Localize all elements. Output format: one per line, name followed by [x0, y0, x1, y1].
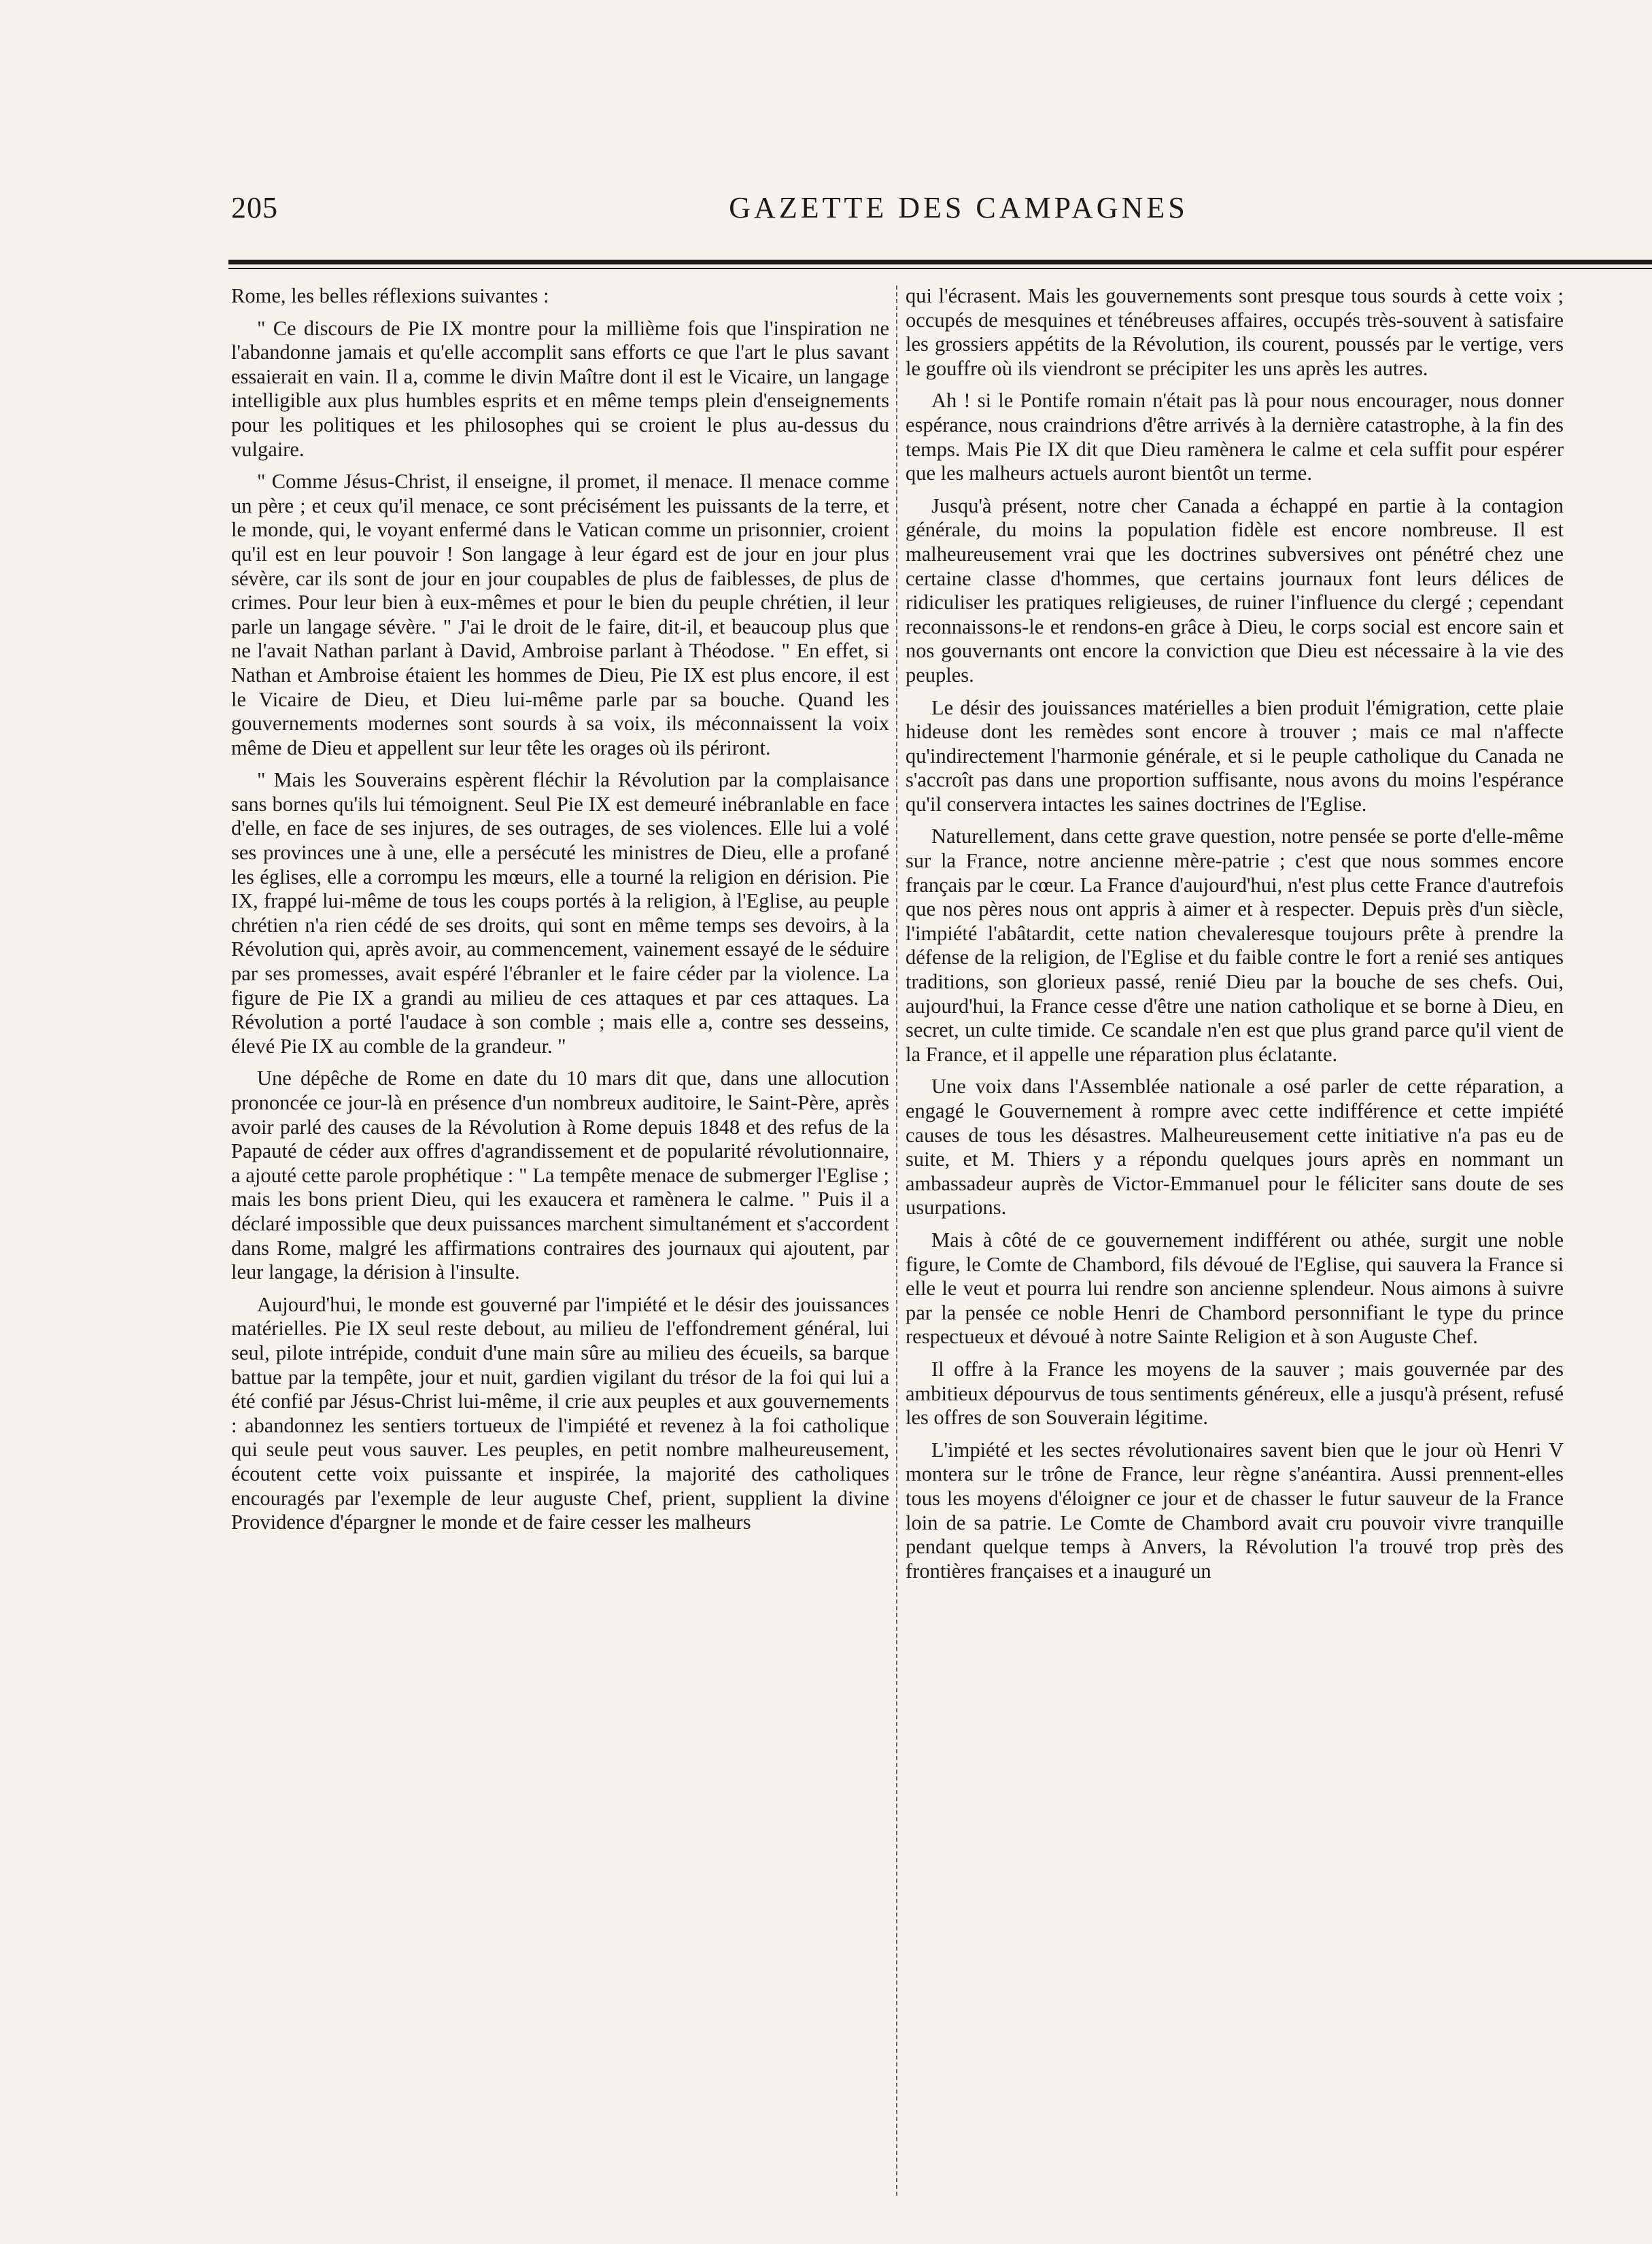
- paragraph: Naturellement, dans cette grave question, notre pensée se porte d'elle-même sur la France, notre ancienne mère-patrie ; c'est que nous sommes encore français par le cœur. La France d'aujourd'hui, n'est plus cette France d'autrefois que nos pères nous ont appris à aimer et à respecter. Depuis près d'un siècle, l'impiété l'abâtardit, cette nation chevaleresque toujours prête à prendre la défense de la religion, de l'Eglise et du faible contre le fort a renié ses antiques traditions, son glorieux passé, renié Dieu par la bouche de ses chefs. Oui, aujourd'hui, la France cesse d'être une nation catholique et se borne à Dieu, en secret, un culte timide. Ce scandale n'en est que plus grand parce qu'il vient de la France, et il appelle une réparation plus éclatante.: [906, 825, 1564, 1066]
- paragraph: " Comme Jésus-Christ, il enseigne, il promet, il menace. Il menace comme un père ; et ceux qu'il menace, ce sont précisément les puissants de la terre, et le monde, qui, le voyant enfermé dans le Vatican comme un prisonnier, croient qu'il est en leur pouvoir ! Son langage à leur égard est de jour en jour plus sévère, car ils sont de jour en jour coupables de plus de faiblesses, de plus de crimes. Pour leur bien à eux-mêmes et pour le bien du peuple chrétien, il leur parle un langage sévère. " J'ai le droit de le faire, dit-il, et beaucoup plus que ne l'avait Nathan parlant à David, Ambroise parlant à Théodose. " En effet, si Nathan et Ambroise étaient les hommes de Dieu, Pie IX est plus encore, il est le Vicaire de Dieu, et Dieu lui-même parle par sa bouche. Quand les gouvernements modernes sont sourds à sa voix, ils méconnaissent la voix même de Dieu et appellent sur leur tête les orages où ils périront.: [231, 470, 889, 759]
- paragraph: Jusqu'à présent, notre cher Canada a échappé en partie à la contagion générale, du moins la population fidèle est encore nombreuse. Il est malheureusement vrai que les doctrines subversives ont pénétré chez une certaine classe d'hommes, que certains journaux font leurs délices de ridiculiser les pratiques religieuses, de ruiner l'influence du clergé ; cependant reconnaissons-le et rendons-en grâce à Dieu, le corps social est encore sain et nos gouvernants ont encore la conviction que Dieu est nécessaire à la vie des peuples.: [906, 494, 1564, 687]
- left-column: [231, 284, 889, 2190]
- paragraph: Ah ! si le Pontife romain n'était pas là pour nous encourager, nous donner espérance, nous craindrions d'être arrivés à la dernière catastrophe, à la fin des temps. Mais Pie IX dit que Dieu ramènera le calme et cela suffit pour espérer que les malheurs actuels auront bientôt un terme.: [906, 389, 1564, 485]
- paragraph: Aujourd'hui, le monde est gouverné par l'impiété et le désir des jouissances matérielles. Pie IX seul reste debout, au milieu de l'effondrement général, lui seul, pilote intrépide, conduit d'une main sûre au milieu des écueils, sa barque battue par la tempête, jour et nuit, gardien vigilant du trésor de la foi qui lui a été confié par Jésus-Christ lui-même, il crie aux peuples et aux gouvernements : abandonnez les sentiers tortueux de l'impiété et revenez à la foi catholique qui seule peut vous sauver. Les peuples, en petit nombre malheureusement, écoutent cette voix puissante et inspirée, la majorité des catholiques encouragés par l'exemple de leur auguste Chef, prient, supplient la divine Providence d'épargner le monde et de faire cesser les malheurs: [231, 1292, 889, 1534]
- paragraph: L'impiété et les sectes révolutionaires savent bien que le jour où Henri V montera sur le trône de France, leur règne s'anéantira. Aussi prennent-elles tous les moyens d'éloigner ce jour et de chasser le futur sauveur de la France loin de sa patrie. Le Comte de Chambord avait cru pouvoir vivre tranquille pendant quelque temps à Anvers, la Révolution l'a trouvé trop près des frontières françaises et a inauguré un: [906, 1438, 1564, 1583]
- paragraph: Une voix dans l'Assemblée nationale a osé parler de cette réparation, a engagé le Gouvernement à rompre avec cette indifférence et cette impiété causes de tous les désastres. Malheureusement cette initiative n'a pas eu de suite, et M. Thiers y a répondu quelques jours après en nommant un ambassadeur auprès de Victor-Emmanuel pour le féliciter sans doute de ses usurpations.: [906, 1075, 1564, 1220]
- journal-title: GAZETTE DES CAMPAGNES: [729, 191, 1188, 224]
- paragraph: Le désir des jouissances matérielles a bien produit l'émigration, cette plaie hideuse dont les remèdes sont encore à trouver ; mais ce mal n'affecte qu'indirectement l'harmonie générale, et si le peuple catholique du Canada ne s'accroît pas dans une proportion suffisante, nous avons du moins l'espérance qu'il conservera intactes les saines doctrines de l'Eglise.: [906, 695, 1564, 816]
- paragraph: Une dépêche de Rome en date du 10 mars dit que, dans une allocution prononcée ce jour-là en présence d'un nombreux auditoire, le Saint-Père, après avoir parlé des causes de la Révolution à Rome depuis 1848 et des refus de la Papauté de céder aux offres d'agrandissement et de popularité révolutionnaire, a ajouté cette parole prophétique : " La tempête menace de submerger l'Eglise ; mais les bons prient Dieu, qui les exaucera et ramènera le calme. " Puis il a déclaré impossible que deux puissances marchent simultanément et s'accordent dans Rome, malgré les affirmations contraires des journaux qui ajoutent, par leur langage, la dérision à l'insulte.: [231, 1067, 889, 1284]
- paragraph: qui l'écrasent. Mais les gouvernements sont presque tous sourds à cette voix ; occupés de mesquines et ténébreuses affaires, occupés très-souvent à satisfaire les grossiers appétits de la Révolution, ils courent, poussés par le vertige, vers le gouffre où ils viendront se précipiter les uns après les autres.: [906, 284, 1564, 380]
- paragraph: Rome, les belles réflexions suivantes :: [231, 284, 549, 307]
- header-rule-thick: [228, 260, 1652, 264]
- column-divider: [896, 286, 897, 2196]
- header-rule-thin: [228, 268, 1652, 269]
- page-number: 205: [231, 191, 278, 224]
- paragraph: Mais à côté de ce gouvernement indifférent ou athée, surgit une noble figure, le Comte de Chambord, fils dévoué de l'Eglise, qui sauvera la France si elle le veut et pourra lui rendre son ancienne splendeur. Nous aimons à suivre par la pensée ce noble Henri de Chambord personnifiant le type du prince respectueux et dévoué à notre Sainte Religion et à son Auguste Chef.: [906, 1228, 1564, 1349]
- paragraph: Il offre à la France les moyens de la sauver ; mais gouvernée par des ambitieux dépourvus de tous sentiments généreux, elle a jusqu'à présent, refusé les offres de son Souverain légitime.: [906, 1357, 1564, 1430]
- right-column: [906, 284, 1564, 2190]
- page-header: [231, 190, 1652, 238]
- paragraph: " Mais les Souverains espèrent fléchir la Révolution par la complaisance sans bornes qu'ils lui témoignent. Seul Pie IX est demeuré inébranlable en face d'elle, en face de ses injures, de ses outrages, de ses violences. Elle lui a volé ses provinces une à une, elle a persécuté les ministres de Dieu, elle a profané les églises, elle a corrompu les mœurs, elle a tourné la religion en dérision. Pie IX, frappé lui-même de tous les coups portés à la religion, à l'Eglise, au peuple chrétien n'a rien cédé de ses droits, qui sont en même temps ses devoirs, à la Révolution qui, après avoir, au commencement, vainement essayé de le séduire par ses promesses, avait espéré l'ébranler et le faire céder par la violence. La figure de Pie IX a grandi au milieu de ces attaques et par ces attaques. La Révolution a porté l'audace à son comble ; mais elle a, contre ses desseins, élevé Pie IX au comble de la grandeur. ": [231, 768, 889, 1058]
- paragraph: " Ce discours de Pie IX montre pour la millième fois que l'inspiration ne l'abandonne jamais et qu'elle accomplit sans efforts ce que l'art le plus savant essaierait en vain. Il a, comme le divin Maître dont il est le Vicaire, un langage intelligible aux plus humbles esprits et en même temps plein d'enseignements pour les politiques et les philosophes qui se croient le plus au-dessus du vulgaire.: [231, 316, 889, 461]
